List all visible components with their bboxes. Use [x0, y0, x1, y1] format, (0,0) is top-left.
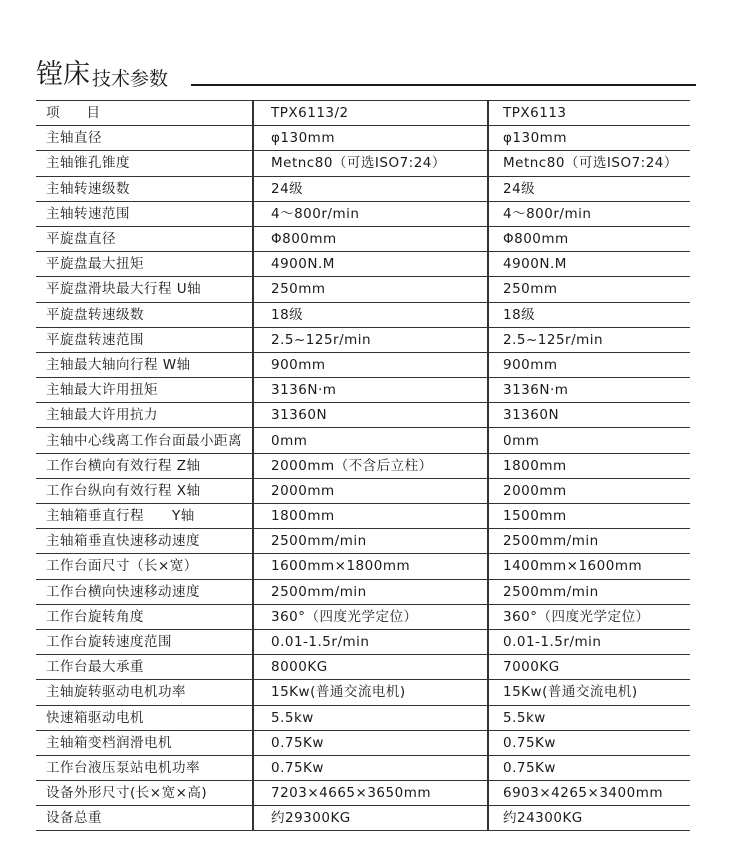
model-2-value-cell: 4900N.M — [488, 252, 690, 277]
spec-table-body — [36, 101, 690, 831]
model-2-value-cell: 4～800r/min — [488, 201, 690, 226]
page-subtitle: 技术参数 — [92, 68, 169, 90]
model-2-value-cell: 2500mm/min — [488, 529, 690, 554]
table-row — [36, 781, 690, 806]
param-name-cell: 工作台横向快速移动速度 — [36, 579, 253, 604]
param-name-cell: 主轴最大轴向行程 W轴 — [36, 352, 253, 377]
table-row — [36, 226, 690, 251]
model-1-value-cell: 8000KG — [253, 655, 488, 680]
model-1-value-cell: 2500mm/min — [253, 579, 488, 604]
model-2-value-cell: 约24300KG — [488, 806, 690, 831]
table-row — [36, 755, 690, 780]
table-row — [36, 126, 690, 151]
model-1-value-cell: 15Kw(普通交流电机) — [253, 680, 488, 705]
model-2-value-cell: φ130mm — [488, 126, 690, 151]
table-row — [36, 554, 690, 579]
model-2-value-cell: 0.01-1.5r/min — [488, 629, 690, 654]
table-row — [36, 428, 690, 453]
param-name-cell: 平旋盘最大扭矩 — [36, 252, 253, 277]
table-row — [36, 453, 690, 478]
model-2-value-cell: 5.5kw — [488, 705, 690, 730]
model-1-value-cell: 5.5kw — [253, 705, 488, 730]
model-2-value-cell: Φ800mm — [488, 226, 690, 251]
model-1-value-cell: 2000mm（不含后立柱） — [253, 453, 488, 478]
table-row — [36, 680, 690, 705]
model-2-value-cell: 2.5~125r/min — [488, 327, 690, 352]
table-row — [36, 604, 690, 629]
table-row — [36, 176, 690, 201]
table-row — [36, 655, 690, 680]
model-2-value-cell: 900mm — [488, 352, 690, 377]
param-name-cell: 主轴箱变档润滑电机 — [36, 730, 253, 755]
model-2-value-cell: 15Kw(普通交流电机) — [488, 680, 690, 705]
model-2-value-cell: Metnc80（可选ISO7:24） — [488, 151, 690, 176]
param-name-cell: 主轴锥孔锥度 — [36, 151, 253, 176]
param-name-cell: 工作台横向有效行程 Z轴 — [36, 453, 253, 478]
table-row — [36, 629, 690, 654]
model-1-value-cell: 0.75Kw — [253, 730, 488, 755]
param-name-cell: 平旋盘转速级数 — [36, 302, 253, 327]
param-name-cell: 平旋盘直径 — [36, 226, 253, 251]
model-2-value-cell: 2500mm/min — [488, 579, 690, 604]
table-row — [36, 478, 690, 503]
model-2-value-cell: 24级 — [488, 176, 690, 201]
param-name-cell: 平旋盘滑块最大行程 U轴 — [36, 277, 253, 302]
param-name-cell: 平旋盘转速范围 — [36, 327, 253, 352]
param-name-cell: 主轴直径 — [36, 126, 253, 151]
table-row — [36, 705, 690, 730]
spec-table — [36, 100, 690, 831]
table-row — [36, 579, 690, 604]
table-row — [36, 730, 690, 755]
header-item — [36, 101, 253, 126]
model-1-value-cell: 0.01-1.5r/min — [253, 629, 488, 654]
table-row — [36, 302, 690, 327]
table-row — [36, 403, 690, 428]
model-2-value-cell: 1500mm — [488, 504, 690, 529]
param-name-cell: 快速箱驱动电机 — [36, 705, 253, 730]
page-header — [36, 58, 696, 94]
param-name-cell: 主轴最大许用扭矩 — [36, 378, 253, 403]
header-model-1: TPX6113/2 — [253, 101, 488, 126]
model-2-value-cell: 6903×4265×3400mm — [488, 781, 690, 806]
model-1-value-cell: Φ800mm — [253, 226, 488, 251]
table-row — [36, 378, 690, 403]
model-1-value-cell: 24级 — [253, 176, 488, 201]
model-2-value-cell: 1800mm — [488, 453, 690, 478]
model-1-value-cell: 4～800r/min — [253, 201, 488, 226]
model-1-value-cell: 7203×4665×3650mm — [253, 781, 488, 806]
model-1-value-cell: φ130mm — [253, 126, 488, 151]
table-row — [36, 806, 690, 831]
param-name-cell: 主轴箱垂直行程 Y轴 — [36, 504, 253, 529]
table-row — [36, 277, 690, 302]
table-row — [36, 201, 690, 226]
model-1-value-cell: 2500mm/min — [253, 529, 488, 554]
page-title: 镗床 — [36, 59, 90, 90]
model-1-value-cell: 18级 — [253, 302, 488, 327]
model-2-value-cell: 7000KG — [488, 655, 690, 680]
param-name-cell: 工作台旋转角度 — [36, 604, 253, 629]
model-2-value-cell: 0.75Kw — [488, 730, 690, 755]
model-1-value-cell: 31360N — [253, 403, 488, 428]
param-name-cell: 工作台液压泵站电机功率 — [36, 755, 253, 780]
header-item-label: 项 目 — [46, 105, 100, 122]
param-name-cell: 工作台纵向有效行程 X轴 — [36, 478, 253, 503]
table-row — [36, 504, 690, 529]
param-name-cell: 主轴中心线离工作台面最小距离 — [36, 428, 253, 453]
param-name-cell: 工作台旋转速度范围 — [36, 629, 253, 654]
param-name-cell: 设备总重 — [36, 806, 253, 831]
param-name-cell: 主轴旋转驱动电机功率 — [36, 680, 253, 705]
table-row — [36, 252, 690, 277]
model-2-value-cell: 0mm — [488, 428, 690, 453]
table-row — [36, 327, 690, 352]
model-2-value-cell: 1400mm×1600mm — [488, 554, 690, 579]
model-2-value-cell: 360°（四度光学定位） — [488, 604, 690, 629]
model-1-value-cell: 1600mm×1800mm — [253, 554, 488, 579]
model-2-value-cell: 3136N·m — [488, 378, 690, 403]
table-header-row — [36, 101, 690, 126]
model-1-value-cell: 360°（四度光学定位） — [253, 604, 488, 629]
model-2-value-cell: 250mm — [488, 277, 690, 302]
table-row — [36, 352, 690, 377]
model-2-value-cell: 31360N — [488, 403, 690, 428]
model-2-value-cell: 18级 — [488, 302, 690, 327]
title-underline — [191, 84, 696, 86]
param-name-cell: 设备外形尺寸(长×宽×高) — [36, 781, 253, 806]
model-1-value-cell: 900mm — [253, 352, 488, 377]
model-1-value-cell: 0mm — [253, 428, 488, 453]
model-1-value-cell: 3136N·m — [253, 378, 488, 403]
table-row — [36, 529, 690, 554]
model-2-value-cell: 2000mm — [488, 478, 690, 503]
model-2-value-cell: 0.75Kw — [488, 755, 690, 780]
param-name-cell: 工作台最大承重 — [36, 655, 253, 680]
model-1-value-cell: 0.75Kw — [253, 755, 488, 780]
param-name-cell: 主轴箱垂直快速移动速度 — [36, 529, 253, 554]
param-name-cell: 工作台面尺寸（长×宽） — [36, 554, 253, 579]
header-model-2: TPX6113 — [488, 101, 690, 126]
param-name-cell: 主轴转速范围 — [36, 201, 253, 226]
model-1-value-cell: 约29300KG — [253, 806, 488, 831]
model-1-value-cell: 1800mm — [253, 504, 488, 529]
model-1-value-cell: 250mm — [253, 277, 488, 302]
model-1-value-cell: 2.5~125r/min — [253, 327, 488, 352]
param-name-cell: 主轴最大许用抗力 — [36, 403, 253, 428]
table-row — [36, 151, 690, 176]
model-1-value-cell: Metnc80（可选ISO7:24） — [253, 151, 488, 176]
model-1-value-cell: 4900N.M — [253, 252, 488, 277]
model-1-value-cell: 2000mm — [253, 478, 488, 503]
param-name-cell: 主轴转速级数 — [36, 176, 253, 201]
